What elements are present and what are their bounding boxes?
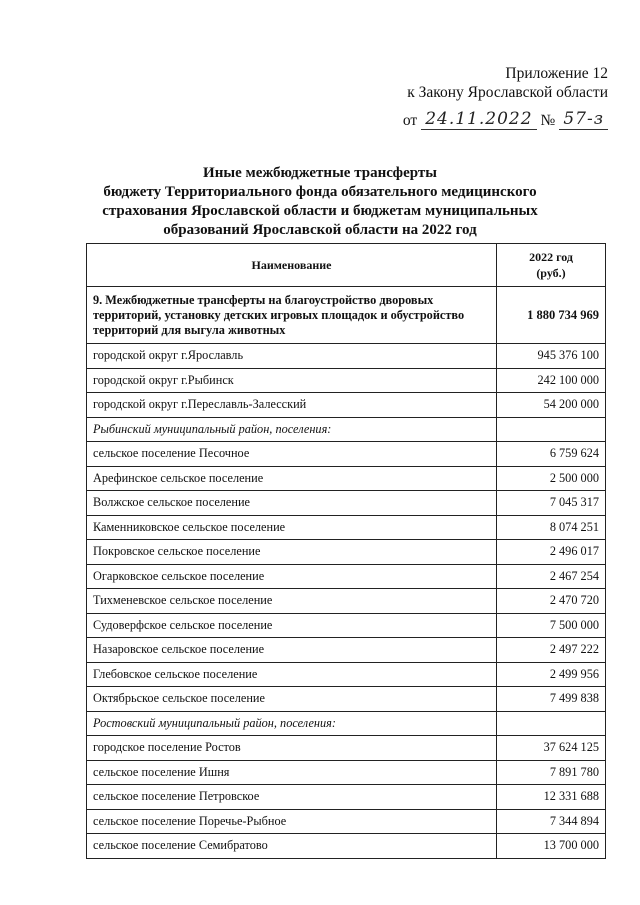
row-value: 8 074 251 bbox=[497, 515, 606, 540]
row-name: Рыбинский муниципальный район, поселения: bbox=[87, 417, 497, 442]
table-row bbox=[87, 515, 606, 540]
header-name: Наименование bbox=[87, 244, 497, 287]
row-value: 13 700 000 bbox=[497, 834, 606, 859]
handwritten-law-number: 57-з bbox=[559, 110, 608, 130]
title-line: бюджету Территориального фонда обязательного медицинского bbox=[103, 184, 537, 200]
table-row bbox=[87, 613, 606, 638]
transfers-table bbox=[86, 243, 606, 859]
header-year-unit: (руб.) bbox=[536, 266, 566, 280]
row-name: сельское поселение Ишня bbox=[87, 760, 497, 785]
law-date-number-row bbox=[403, 110, 608, 130]
group-heading-row bbox=[87, 417, 606, 442]
row-value: 2 467 254 bbox=[497, 564, 606, 589]
title-line: страхования Ярославской области и бюджетам муниципальных bbox=[102, 203, 538, 219]
appendix-header bbox=[403, 64, 608, 130]
table-row bbox=[87, 344, 606, 369]
handwritten-date: 24.11.2022 bbox=[421, 110, 536, 130]
row-name: городской округ г.Рыбинск bbox=[87, 368, 497, 393]
row-value: 7 499 838 bbox=[497, 687, 606, 712]
row-value: 7 045 317 bbox=[497, 491, 606, 516]
row-name: Назаровское сельское поселение bbox=[87, 638, 497, 663]
row-value: 2 470 720 bbox=[497, 589, 606, 614]
row-name: сельское поселение Петровское bbox=[87, 785, 497, 810]
row-value: 2 497 222 bbox=[497, 638, 606, 663]
table-row bbox=[87, 540, 606, 565]
row-value: 2 499 956 bbox=[497, 662, 606, 687]
appendix-law-reference: к Закону Ярославской области bbox=[407, 84, 608, 101]
header-year bbox=[497, 244, 606, 287]
row-name: сельское поселение Семибратово bbox=[87, 834, 497, 859]
row-name: Арефинское сельское поселение bbox=[87, 466, 497, 491]
row-name: сельское поселение Песочное bbox=[87, 442, 497, 467]
document-title bbox=[0, 164, 640, 240]
section-total: 1 880 734 969 bbox=[497, 287, 606, 344]
table-row bbox=[87, 589, 606, 614]
row-name: Волжское сельское поселение bbox=[87, 491, 497, 516]
table-row bbox=[87, 662, 606, 687]
row-value: 37 624 125 bbox=[497, 736, 606, 761]
section-name: 9. Межбюджетные трансферты на благоустройство дворовых территорий, установку детских игровых площадок и обустройство территорий для выгула животных bbox=[87, 287, 497, 344]
number-label: № bbox=[540, 112, 556, 129]
row-name: Октябрьское сельское поселение bbox=[87, 687, 497, 712]
row-value: 54 200 000 bbox=[497, 393, 606, 418]
table-row bbox=[87, 491, 606, 516]
table-row bbox=[87, 638, 606, 663]
row-name: сельское поселение Поречье-Рыбное bbox=[87, 809, 497, 834]
table-row bbox=[87, 466, 606, 491]
section-row bbox=[87, 287, 606, 344]
row-name: Каменниковское сельское поселение bbox=[87, 515, 497, 540]
row-value bbox=[497, 711, 606, 736]
row-name: Тихменевское сельское поселение bbox=[87, 589, 497, 614]
row-value: 6 759 624 bbox=[497, 442, 606, 467]
row-name: городское поселение Ростов bbox=[87, 736, 497, 761]
row-value: 2 496 017 bbox=[497, 540, 606, 565]
table-row bbox=[87, 736, 606, 761]
table-header-row bbox=[87, 244, 606, 287]
row-name: Ростовский муниципальный район, поселения: bbox=[87, 711, 497, 736]
table-row bbox=[87, 687, 606, 712]
table-row bbox=[87, 809, 606, 834]
title-line: образований Ярославской области на 2022 год bbox=[163, 222, 477, 238]
row-name: городской округ г.Переславль-Залесский bbox=[87, 393, 497, 418]
row-value: 945 376 100 bbox=[497, 344, 606, 369]
title-line: Иные межбюджетные трансферты bbox=[203, 165, 437, 181]
appendix-number: Приложение 12 bbox=[505, 65, 608, 82]
table-row bbox=[87, 564, 606, 589]
from-label: от bbox=[402, 112, 418, 129]
header-year-label: 2022 год bbox=[529, 250, 573, 264]
table-row bbox=[87, 834, 606, 859]
table-row bbox=[87, 393, 606, 418]
row-value: 12 331 688 bbox=[497, 785, 606, 810]
row-name: Покровское сельское поселение bbox=[87, 540, 497, 565]
table-row bbox=[87, 760, 606, 785]
row-value: 242 100 000 bbox=[497, 368, 606, 393]
row-name: Глебовское сельское поселение bbox=[87, 662, 497, 687]
row-value: 7 891 780 bbox=[497, 760, 606, 785]
row-value: 7 500 000 bbox=[497, 613, 606, 638]
group-heading-row bbox=[87, 711, 606, 736]
row-name: городской округ г.Ярославль bbox=[87, 344, 497, 369]
row-name: Огарковское сельское поселение bbox=[87, 564, 497, 589]
row-value: 2 500 000 bbox=[497, 466, 606, 491]
table-row bbox=[87, 368, 606, 393]
row-name: Судоверфское сельское поселение bbox=[87, 613, 497, 638]
row-value: 7 344 894 bbox=[497, 809, 606, 834]
table-row bbox=[87, 442, 606, 467]
table-row bbox=[87, 785, 606, 810]
row-value bbox=[497, 417, 606, 442]
